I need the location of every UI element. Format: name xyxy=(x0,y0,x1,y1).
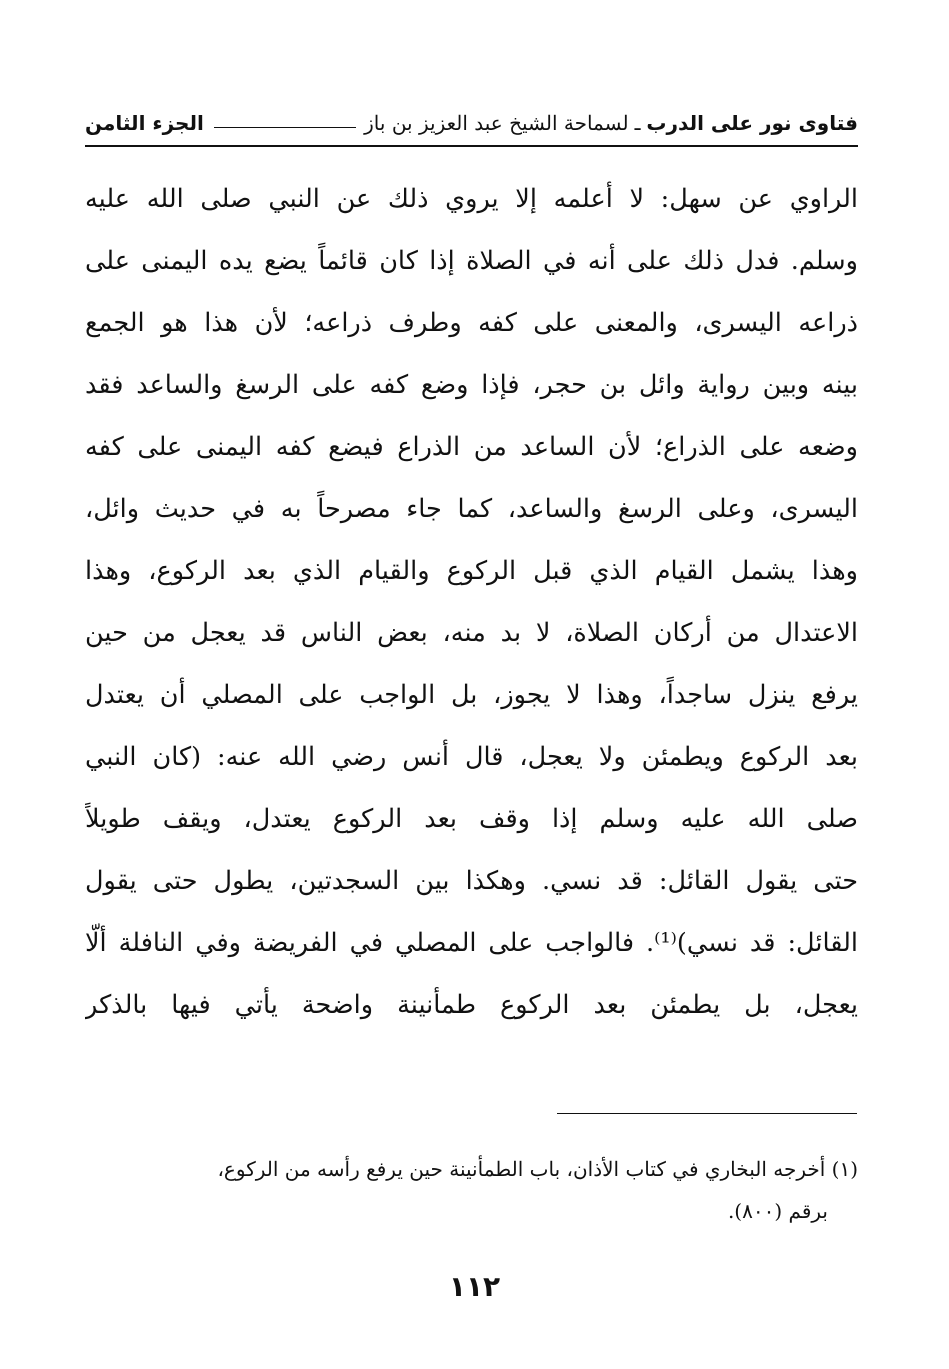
footnote xyxy=(85,1148,858,1232)
text-line: القائل: قد نسي)⁽¹⁾. فالواجب على المصلي في الفريضة وفي النافلة ألّا xyxy=(85,928,858,958)
footnote-divider xyxy=(557,1113,857,1114)
page-number: ١١٢ xyxy=(448,1270,501,1303)
main-text xyxy=(85,168,858,1036)
text-line: وهذا يشمل القيام الذي قبل الركوع والقيام الذي بعد الركوع، وهذا xyxy=(85,556,858,586)
running-header xyxy=(85,103,858,143)
part-title: الجزء الثامن xyxy=(85,111,204,135)
author-credit: لسماحة الشيخ عبد العزيز بن باز xyxy=(364,111,629,135)
header-divider xyxy=(85,145,858,147)
text-line: الاعتدال من أركان الصلاة، لا بد منه، بعض الناس قد يعجل من حين xyxy=(85,618,858,648)
header-separator: ـ xyxy=(634,111,641,135)
text-line: وسلم. فدل ذلك على أنه في الصلاة إذا كان قائماً يضع يده اليمنى على xyxy=(85,246,858,276)
text-line: حتى يقول القائل: قد نسي. وهكذا بين السجدتين، يطول حتى يقول xyxy=(85,866,858,896)
text-line: يرفع ينزل ساجداً، وهذا لا يجوز، بل الواجب على المصلي أن يعتدل xyxy=(85,680,858,710)
text-line: يعجل، بل يطمئن بعد الركوع طمأنينة واضحة يأتي فيها بالذكر xyxy=(85,990,858,1020)
text-line: وضعه على الذراع؛ لأن الساعد من الذراع فيضع كفه اليمنى على كفه xyxy=(85,432,858,462)
text-line: بعد الركوع ويطمئن ولا يعجل، قال أنس رضي الله عنه: (كان النبي xyxy=(85,742,858,772)
footnote-line: برقم (٨٠٠). xyxy=(727,1199,828,1223)
text-line: بينه وبين رواية وائل بن حجر، فإذا وضع كفه على الرسغ والساعد فقد xyxy=(85,370,858,400)
header-dash-rule xyxy=(214,127,356,128)
text-line: اليسرى، وعلى الرسغ والساعد، كما جاء مصرحاً به في حديث وائل، xyxy=(85,494,858,524)
text-line: الراوي عن سهل: لا أعلمه إلا يروي ذلك عن النبي صلى الله عليه xyxy=(85,184,858,214)
footnote-line: (١) أخرجه البخاري في كتاب الأذان، باب الطمأنينة حين يرفع رأسه من الركوع، xyxy=(217,1157,858,1181)
text-line: ذراعه اليسرى، والمعنى على كفه وطرف ذراعه؛ لأن هذا هو الجمع xyxy=(85,308,858,338)
series-title: فتاوى نور على الدرب xyxy=(646,111,858,135)
text-line: صلى الله عليه وسلم إذا وقف بعد الركوع يعتدل، ويقف طويلاً xyxy=(85,804,858,834)
